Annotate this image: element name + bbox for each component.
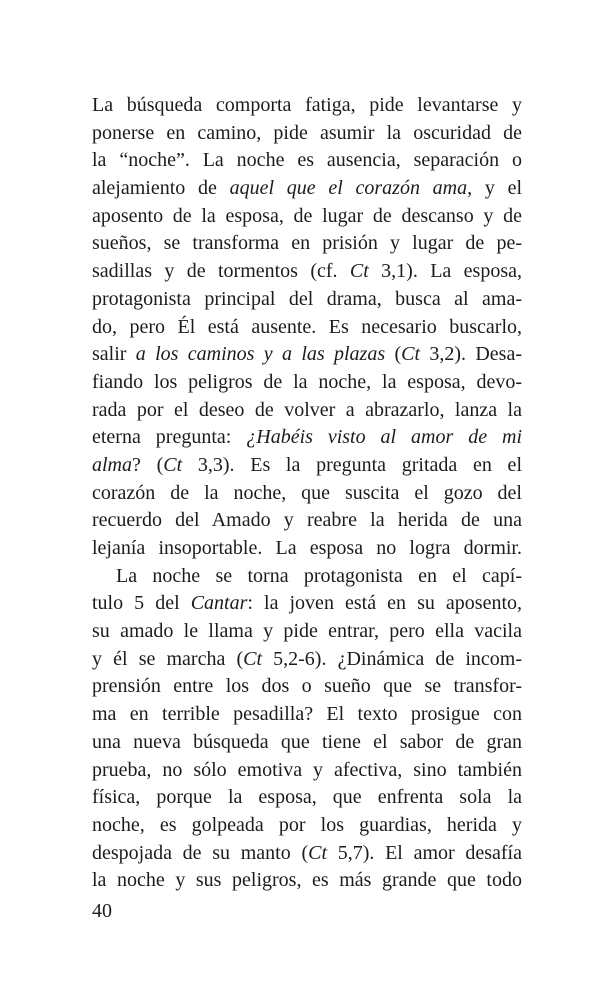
text-line — [92, 590, 522, 618]
italic-text: alma — [92, 453, 132, 476]
italic-text: aquel que el corazón ama — [229, 177, 468, 200]
text-segment: 3,2). Desa- — [420, 343, 522, 366]
text-line — [92, 230, 522, 258]
text-line — [92, 535, 522, 563]
text-line — [92, 480, 522, 508]
text-line — [92, 812, 522, 840]
text-line — [92, 175, 522, 203]
text-line — [92, 673, 522, 701]
text-segment: despojada de su manto ( — [92, 841, 309, 864]
italic-text: Ct — [401, 343, 421, 366]
text-line — [92, 341, 522, 369]
text-line — [92, 646, 522, 674]
text-segment: La noche se torna protagonista en el capí- — [116, 564, 522, 587]
text-line — [92, 397, 522, 425]
text-segment: la “noche”. La noche es ausencia, separación o — [92, 149, 522, 172]
text-segment: ? ( — [132, 453, 164, 476]
text-line — [92, 452, 522, 480]
body-text — [92, 92, 522, 895]
text-line — [92, 369, 522, 397]
text-segment: tulo 5 del — [92, 592, 191, 615]
text-segment: 5,2-6). ¿Dinámica de incom- — [262, 647, 522, 670]
text-line — [92, 757, 522, 785]
italic-text: Ct — [243, 647, 263, 670]
text-line — [92, 92, 522, 120]
text-line — [92, 203, 522, 231]
text-segment: alejamiento de — [92, 177, 230, 200]
text-line — [92, 424, 522, 452]
text-line — [92, 258, 522, 286]
text-line — [92, 729, 522, 757]
text-segment: : la joven está en su aposento, — [247, 592, 523, 615]
text-segment: do, pero Él está ausente. Es necesario buscarlo, — [92, 315, 522, 338]
text-segment: , y el — [467, 177, 522, 200]
text-line — [92, 507, 522, 535]
text-segment: aposento de la esposa, de lugar de descanso y de — [92, 204, 522, 227]
text-line — [92, 563, 522, 591]
italic-text: Ct — [308, 841, 328, 864]
text-segment: fiando los peligros de la noche, la esposa, devo- — [92, 370, 522, 393]
text-segment: prueba, no sólo emotiva y afectiva, sino también — [92, 758, 522, 781]
text-segment: sueños, se transforma en prisión y lugar de pe- — [92, 232, 522, 255]
text-segment: 3,3). Es la pregunta gritada en el — [182, 453, 522, 476]
italic-text: Cantar — [190, 592, 248, 615]
text-segment: ( — [385, 343, 402, 366]
text-segment: La búsqueda comporta fatiga, pide levantarse y — [92, 94, 522, 116]
text-segment: la noche y sus peligros, es más grande que todo — [92, 869, 522, 892]
text-segment: y él se marcha ( — [92, 647, 244, 670]
text-segment: 5,7). El amor desafía — [327, 841, 522, 864]
text-segment: corazón de la noche, que suscita el gozo del — [92, 481, 522, 504]
page-number: 40 — [92, 900, 112, 922]
text-segment: eterna pregunta: — [92, 426, 247, 449]
text-line — [92, 618, 522, 646]
text-segment: recuerdo del Amado y reabre la herida de una — [92, 509, 522, 532]
text-segment: ponerse en camino, pide asumir la oscuridad de — [92, 121, 522, 144]
italic-text: Ct — [163, 453, 183, 476]
text-segment: protagonista principal del drama, busca al ama- — [92, 287, 522, 310]
text-line — [92, 701, 522, 729]
text-line — [92, 147, 522, 175]
text-segment: una nueva búsqueda que tiene el sabor de gran — [92, 730, 522, 753]
text-line — [92, 840, 522, 868]
text-segment: ma en terrible pesadilla? El texto prosigue con — [92, 703, 522, 726]
italic-text: Ct — [349, 260, 369, 283]
text-line — [92, 314, 522, 342]
italic-text: a los caminos y a las plazas — [135, 343, 386, 366]
text-segment: su amado le llama y pide entrar, pero ella vacila — [92, 620, 522, 643]
text-segment: salir — [92, 343, 136, 366]
text-segment: 3,1). La esposa, — [368, 260, 522, 283]
text-line — [92, 784, 522, 812]
italic-text: ¿Habéis visto al amor de mi — [246, 426, 522, 449]
text-segment: prensión entre los dos o sueño que se transfor- — [92, 675, 522, 698]
text-segment: noche, es golpeada por los guardias, herida y — [92, 813, 522, 836]
text-segment: sadillas y de tormentos (cf. — [92, 260, 350, 283]
text-segment: lejanía insoportable. La esposa no logra dormir. — [92, 537, 522, 559]
text-line — [92, 286, 522, 314]
text-line — [92, 120, 522, 148]
text-segment: rada por el deseo de volver a abrazarlo, lanza la — [92, 398, 522, 421]
text-line — [92, 867, 522, 895]
text-segment: física, porque la esposa, que enfrenta sola la — [92, 786, 522, 809]
